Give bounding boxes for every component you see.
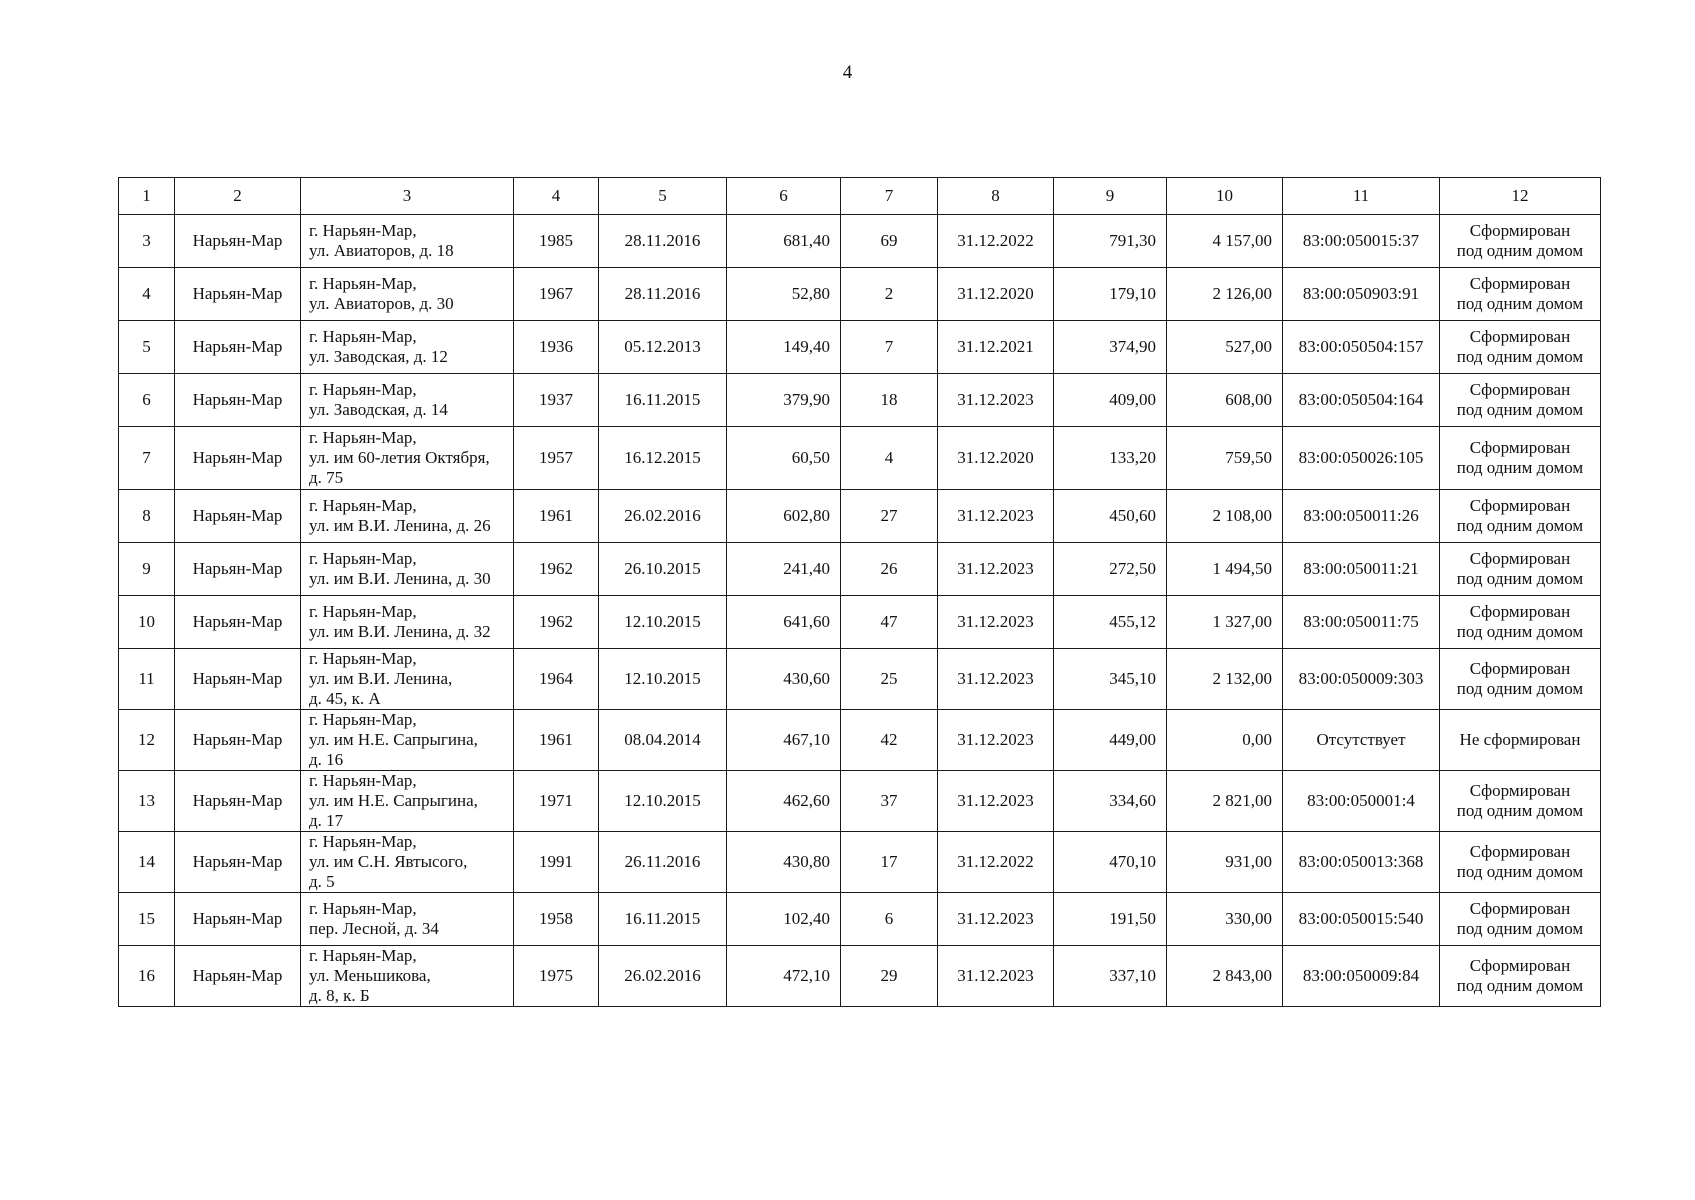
deadline-cell: 31.12.2023 xyxy=(938,596,1054,649)
status-cell xyxy=(1440,374,1601,427)
count-cell: 29 xyxy=(841,946,938,1007)
status-cell xyxy=(1440,771,1601,832)
deadline-cell: 31.12.2023 xyxy=(938,490,1054,543)
address-cell-line: г. Нарьян-Мар, xyxy=(309,899,417,918)
table-row xyxy=(119,649,1601,710)
registry-table-container xyxy=(118,177,1601,1007)
address-cell xyxy=(301,893,514,946)
address-cell-line: ул. им Н.Е. Сапрыгина, xyxy=(309,730,478,749)
area-cell: 472,10 xyxy=(727,946,841,1007)
deadline-cell: 31.12.2021 xyxy=(938,321,1054,374)
table-row xyxy=(119,215,1601,268)
address-cell-line: д. 5 xyxy=(309,872,335,891)
year-cell: 1958 xyxy=(514,893,599,946)
status-cell xyxy=(1440,649,1601,710)
column-number-cell: 3 xyxy=(301,178,514,215)
year-cell: 1967 xyxy=(514,268,599,321)
address-cell-line: ул. Авиаторов, д. 18 xyxy=(309,241,454,260)
address-cell-line: ул. им С.Н. Явтысого, xyxy=(309,852,468,871)
status-cell-line: Сформирован xyxy=(1469,438,1571,457)
address-cell-line: г. Нарьян-Мар, xyxy=(309,549,417,568)
cadastral-cell: 83:00:050009:303 xyxy=(1283,649,1440,710)
status-cell-line: Сформирован xyxy=(1469,327,1571,346)
address-cell xyxy=(301,490,514,543)
table-row xyxy=(119,543,1601,596)
count-cell: 42 xyxy=(841,710,938,771)
city-cell: Нарьян-Мар xyxy=(175,543,301,596)
address-cell-line: ул. им В.И. Ленина, д. 30 xyxy=(309,569,491,588)
column-number-cell: 4 xyxy=(514,178,599,215)
row-number-cell: 5 xyxy=(119,321,175,374)
cadastral-cell: 83:00:050504:157 xyxy=(1283,321,1440,374)
area2-cell: 450,60 xyxy=(1054,490,1167,543)
area2-cell: 374,90 xyxy=(1054,321,1167,374)
area-cell: 681,40 xyxy=(727,215,841,268)
address-cell xyxy=(301,321,514,374)
date-cell: 28.11.2016 xyxy=(599,215,727,268)
address-cell-line: ул. им 60-летия Октября, xyxy=(309,448,490,467)
status-cell xyxy=(1440,215,1601,268)
address-cell-line: г. Нарьян-Мар, xyxy=(309,496,417,515)
count-cell: 26 xyxy=(841,543,938,596)
city-cell: Нарьян-Мар xyxy=(175,771,301,832)
year-cell: 1961 xyxy=(514,490,599,543)
row-number-cell: 14 xyxy=(119,832,175,893)
address-cell-line: г. Нарьян-Мар, xyxy=(309,710,417,729)
status-cell xyxy=(1440,946,1601,1007)
area2-cell: 409,00 xyxy=(1054,374,1167,427)
status-cell xyxy=(1440,268,1601,321)
date-cell: 26.02.2016 xyxy=(599,490,727,543)
address-cell-line: г. Нарьян-Мар, xyxy=(309,649,417,668)
address-cell-line: ул. Меньшикова, xyxy=(309,966,431,985)
deadline-cell: 31.12.2023 xyxy=(938,649,1054,710)
deadline-cell: 31.12.2023 xyxy=(938,374,1054,427)
cadastral-cell: 83:00:050011:75 xyxy=(1283,596,1440,649)
address-cell xyxy=(301,946,514,1007)
year-cell: 1971 xyxy=(514,771,599,832)
year-cell: 1985 xyxy=(514,215,599,268)
date-cell: 16.11.2015 xyxy=(599,893,727,946)
address-cell-line: г. Нарьян-Мар, xyxy=(309,946,417,965)
row-number-cell: 4 xyxy=(119,268,175,321)
area2-cell: 334,60 xyxy=(1054,771,1167,832)
address-cell xyxy=(301,268,514,321)
count-cell: 25 xyxy=(841,649,938,710)
area2-cell: 133,20 xyxy=(1054,427,1167,490)
area2-cell: 272,50 xyxy=(1054,543,1167,596)
cadastral-cell: Отсутствует xyxy=(1283,710,1440,771)
address-cell-line: ул. им В.И. Ленина, xyxy=(309,669,453,688)
land-area-cell: 2 132,00 xyxy=(1167,649,1283,710)
status-cell-line: Сформирован xyxy=(1469,781,1571,800)
land-area-cell: 931,00 xyxy=(1167,832,1283,893)
city-cell: Нарьян-Мар xyxy=(175,215,301,268)
deadline-cell: 31.12.2023 xyxy=(938,710,1054,771)
year-cell: 1991 xyxy=(514,832,599,893)
status-cell xyxy=(1440,832,1601,893)
area-cell: 430,80 xyxy=(727,832,841,893)
area-cell: 52,80 xyxy=(727,268,841,321)
row-number-cell: 11 xyxy=(119,649,175,710)
count-cell: 4 xyxy=(841,427,938,490)
address-cell-line: г. Нарьян-Мар, xyxy=(309,380,417,399)
address-cell-line: г. Нарьян-Мар, xyxy=(309,274,417,293)
cadastral-cell: 83:00:050903:91 xyxy=(1283,268,1440,321)
date-cell: 12.10.2015 xyxy=(599,649,727,710)
deadline-cell: 31.12.2023 xyxy=(938,893,1054,946)
count-cell: 6 xyxy=(841,893,938,946)
status-cell-line: Сформирован xyxy=(1469,956,1571,975)
cadastral-cell: 83:00:050011:26 xyxy=(1283,490,1440,543)
city-cell: Нарьян-Мар xyxy=(175,321,301,374)
land-area-cell: 0,00 xyxy=(1167,710,1283,771)
area-cell: 241,40 xyxy=(727,543,841,596)
area-cell: 379,90 xyxy=(727,374,841,427)
address-cell xyxy=(301,710,514,771)
year-cell: 1962 xyxy=(514,596,599,649)
column-number-cell: 8 xyxy=(938,178,1054,215)
address-cell-line: ул. Заводская, д. 12 xyxy=(309,347,448,366)
land-area-cell: 2 126,00 xyxy=(1167,268,1283,321)
status-cell xyxy=(1440,427,1601,490)
status-cell-line: под одним домом xyxy=(1456,516,1584,535)
cadastral-cell: 83:00:050001:4 xyxy=(1283,771,1440,832)
date-cell: 16.11.2015 xyxy=(599,374,727,427)
table-row xyxy=(119,321,1601,374)
city-cell: Нарьян-Мар xyxy=(175,268,301,321)
cadastral-cell: 83:00:050015:37 xyxy=(1283,215,1440,268)
status-cell-line: Сформирован xyxy=(1469,602,1571,621)
year-cell: 1936 xyxy=(514,321,599,374)
cadastral-cell: 83:00:050026:105 xyxy=(1283,427,1440,490)
count-cell: 37 xyxy=(841,771,938,832)
address-cell-line: д. 17 xyxy=(309,811,344,830)
column-number-cell: 9 xyxy=(1054,178,1167,215)
date-cell: 08.04.2014 xyxy=(599,710,727,771)
row-number-cell: 6 xyxy=(119,374,175,427)
land-area-cell: 759,50 xyxy=(1167,427,1283,490)
deadline-cell: 31.12.2023 xyxy=(938,543,1054,596)
address-cell-line: г. Нарьян-Мар, xyxy=(309,221,417,240)
city-cell: Нарьян-Мар xyxy=(175,427,301,490)
address-cell-line: ул. Заводская, д. 14 xyxy=(309,400,448,419)
address-cell xyxy=(301,543,514,596)
column-number-cell: 6 xyxy=(727,178,841,215)
registry-table xyxy=(118,177,1601,1007)
status-cell-line: под одним домом xyxy=(1456,400,1584,419)
area-cell: 467,10 xyxy=(727,710,841,771)
city-cell: Нарьян-Мар xyxy=(175,832,301,893)
deadline-cell: 31.12.2023 xyxy=(938,946,1054,1007)
year-cell: 1964 xyxy=(514,649,599,710)
address-cell-line: г. Нарьян-Мар, xyxy=(309,602,417,621)
area-cell: 60,50 xyxy=(727,427,841,490)
status-cell-line: под одним домом xyxy=(1456,294,1584,313)
date-cell: 12.10.2015 xyxy=(599,596,727,649)
cadastral-cell: 83:00:050009:84 xyxy=(1283,946,1440,1007)
status-cell xyxy=(1440,710,1601,771)
count-cell: 47 xyxy=(841,596,938,649)
land-area-cell: 1 494,50 xyxy=(1167,543,1283,596)
status-cell xyxy=(1440,596,1601,649)
area2-cell: 455,12 xyxy=(1054,596,1167,649)
city-cell: Нарьян-Мар xyxy=(175,649,301,710)
column-number-row xyxy=(119,178,1601,215)
column-number-cell: 11 xyxy=(1283,178,1440,215)
table-row xyxy=(119,946,1601,1007)
address-cell xyxy=(301,215,514,268)
status-cell-line: Не сформирован xyxy=(1459,730,1581,749)
city-cell: Нарьян-Мар xyxy=(175,893,301,946)
area2-cell: 470,10 xyxy=(1054,832,1167,893)
table-row xyxy=(119,268,1601,321)
address-cell xyxy=(301,832,514,893)
city-cell: Нарьян-Мар xyxy=(175,710,301,771)
table-row xyxy=(119,374,1601,427)
row-number-cell: 13 xyxy=(119,771,175,832)
row-number-cell: 10 xyxy=(119,596,175,649)
table-row xyxy=(119,490,1601,543)
column-number-cell: 1 xyxy=(119,178,175,215)
status-cell-line: под одним домом xyxy=(1456,241,1584,260)
address-cell-line: д. 16 xyxy=(309,750,344,769)
row-number-cell: 15 xyxy=(119,893,175,946)
city-cell: Нарьян-Мар xyxy=(175,490,301,543)
year-cell: 1962 xyxy=(514,543,599,596)
year-cell: 1975 xyxy=(514,946,599,1007)
status-cell-line: Сформирован xyxy=(1469,899,1571,918)
deadline-cell: 31.12.2020 xyxy=(938,427,1054,490)
address-cell-line: г. Нарьян-Мар, xyxy=(309,771,417,790)
status-cell-line: Сформирован xyxy=(1469,496,1571,515)
address-cell-line: г. Нарьян-Мар, xyxy=(309,832,417,851)
row-number-cell: 9 xyxy=(119,543,175,596)
area2-cell: 791,30 xyxy=(1054,215,1167,268)
land-area-cell: 2 108,00 xyxy=(1167,490,1283,543)
status-cell-line: Сформирован xyxy=(1469,380,1571,399)
area-cell: 430,60 xyxy=(727,649,841,710)
year-cell: 1961 xyxy=(514,710,599,771)
column-number-cell: 10 xyxy=(1167,178,1283,215)
address-cell-line: ул. им В.И. Ленина, д. 26 xyxy=(309,516,491,535)
deadline-cell: 31.12.2022 xyxy=(938,832,1054,893)
year-cell: 1957 xyxy=(514,427,599,490)
status-cell-line: Сформирован xyxy=(1469,842,1571,861)
city-cell: Нарьян-Мар xyxy=(175,374,301,427)
address-cell-line: д. 8, к. Б xyxy=(309,986,370,1005)
row-number-cell: 7 xyxy=(119,427,175,490)
address-cell-line: ул. им В.И. Ленина, д. 32 xyxy=(309,622,491,641)
status-cell-line: под одним домом xyxy=(1456,801,1584,820)
address-cell xyxy=(301,427,514,490)
area-cell: 149,40 xyxy=(727,321,841,374)
land-area-cell: 2 821,00 xyxy=(1167,771,1283,832)
cadastral-cell: 83:00:050011:21 xyxy=(1283,543,1440,596)
cadastral-cell: 83:00:050015:540 xyxy=(1283,893,1440,946)
area-cell: 462,60 xyxy=(727,771,841,832)
status-cell-line: под одним домом xyxy=(1456,458,1584,477)
row-number-cell: 16 xyxy=(119,946,175,1007)
year-cell: 1937 xyxy=(514,374,599,427)
date-cell: 28.11.2016 xyxy=(599,268,727,321)
area2-cell: 449,00 xyxy=(1054,710,1167,771)
status-cell-line: под одним домом xyxy=(1456,622,1584,641)
date-cell: 16.12.2015 xyxy=(599,427,727,490)
area-cell: 102,40 xyxy=(727,893,841,946)
status-cell-line: Сформирован xyxy=(1469,659,1571,678)
cadastral-cell: 83:00:050504:164 xyxy=(1283,374,1440,427)
count-cell: 2 xyxy=(841,268,938,321)
status-cell-line: под одним домом xyxy=(1456,679,1584,698)
status-cell-line: Сформирован xyxy=(1469,549,1571,568)
city-cell: Нарьян-Мар xyxy=(175,596,301,649)
date-cell: 26.02.2016 xyxy=(599,946,727,1007)
address-cell xyxy=(301,374,514,427)
status-cell xyxy=(1440,321,1601,374)
count-cell: 7 xyxy=(841,321,938,374)
status-cell-line: Сформирован xyxy=(1469,221,1571,240)
area-cell: 602,80 xyxy=(727,490,841,543)
count-cell: 69 xyxy=(841,215,938,268)
status-cell xyxy=(1440,893,1601,946)
column-number-cell: 5 xyxy=(599,178,727,215)
status-cell-line: под одним домом xyxy=(1456,919,1584,938)
city-cell: Нарьян-Мар xyxy=(175,946,301,1007)
row-number-cell: 8 xyxy=(119,490,175,543)
table-row xyxy=(119,427,1601,490)
count-cell: 17 xyxy=(841,832,938,893)
address-cell-line: д. 75 xyxy=(309,468,344,487)
cadastral-cell: 83:00:050013:368 xyxy=(1283,832,1440,893)
land-area-cell: 1 327,00 xyxy=(1167,596,1283,649)
row-number-cell: 3 xyxy=(119,215,175,268)
status-cell-line: под одним домом xyxy=(1456,976,1584,995)
page-number: 4 xyxy=(842,62,853,83)
table-row xyxy=(119,771,1601,832)
area-cell: 641,60 xyxy=(727,596,841,649)
area2-cell: 191,50 xyxy=(1054,893,1167,946)
table-row xyxy=(119,893,1601,946)
land-area-cell: 330,00 xyxy=(1167,893,1283,946)
row-number-cell: 12 xyxy=(119,710,175,771)
column-number-cell: 12 xyxy=(1440,178,1601,215)
status-cell-line: под одним домом xyxy=(1456,862,1584,881)
address-cell xyxy=(301,771,514,832)
table-row xyxy=(119,596,1601,649)
area2-cell: 337,10 xyxy=(1054,946,1167,1007)
area2-cell: 179,10 xyxy=(1054,268,1167,321)
column-number-cell: 7 xyxy=(841,178,938,215)
address-cell-line: ул. им Н.Е. Сапрыгина, xyxy=(309,791,478,810)
land-area-cell: 527,00 xyxy=(1167,321,1283,374)
deadline-cell: 31.12.2020 xyxy=(938,268,1054,321)
count-cell: 18 xyxy=(841,374,938,427)
address-cell-line: ул. Авиаторов, д. 30 xyxy=(309,294,454,313)
deadline-cell: 31.12.2023 xyxy=(938,771,1054,832)
table-row xyxy=(119,710,1601,771)
count-cell: 27 xyxy=(841,490,938,543)
address-cell-line: г. Нарьян-Мар, xyxy=(309,327,417,346)
date-cell: 05.12.2013 xyxy=(599,321,727,374)
area2-cell: 345,10 xyxy=(1054,649,1167,710)
address-cell-line: д. 45, к. А xyxy=(309,689,381,708)
address-cell-line: пер. Лесной, д. 34 xyxy=(309,919,439,938)
status-cell-line: под одним домом xyxy=(1456,569,1584,588)
land-area-cell: 2 843,00 xyxy=(1167,946,1283,1007)
status-cell-line: под одним домом xyxy=(1456,347,1584,366)
date-cell: 26.11.2016 xyxy=(599,832,727,893)
deadline-cell: 31.12.2022 xyxy=(938,215,1054,268)
status-cell xyxy=(1440,490,1601,543)
address-cell xyxy=(301,596,514,649)
status-cell xyxy=(1440,543,1601,596)
status-cell-line: Сформирован xyxy=(1469,274,1571,293)
date-cell: 12.10.2015 xyxy=(599,771,727,832)
land-area-cell: 4 157,00 xyxy=(1167,215,1283,268)
land-area-cell: 608,00 xyxy=(1167,374,1283,427)
address-cell xyxy=(301,649,514,710)
date-cell: 26.10.2015 xyxy=(599,543,727,596)
table-row xyxy=(119,832,1601,893)
address-cell-line: г. Нарьян-Мар, xyxy=(309,428,417,447)
column-number-cell: 2 xyxy=(175,178,301,215)
